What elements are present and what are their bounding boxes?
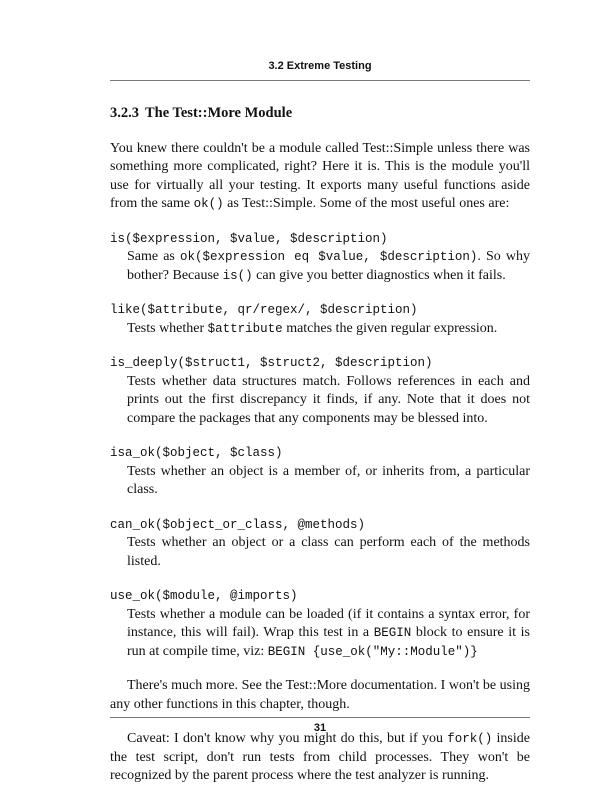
intro-paragraph <box>110 140 530 214</box>
caveat-text: Caveat: I don't know why you might do this, but if you <box>127 731 448 746</box>
desc-text: Tests whether an object is a member of, or inherits from, a particular class. <box>127 463 530 497</box>
desc-text: Tests whether data structures match. Follows references in each and prints out the first discrepancy it finds, if any. Note that it does not compare the packages that any components may be blessed into. <box>127 373 530 426</box>
section-title: The Test::More Module <box>145 105 293 121</box>
inline-code: BEGIN {use_ok("My::Module")} <box>267 644 478 659</box>
caveat-paragraph <box>110 730 530 786</box>
caveat-text: inside the test script, don't run tests from child processes. They won't be recognized by the parent process where the test analyzer is running. <box>110 731 530 783</box>
page-content <box>110 104 530 802</box>
function-description-like <box>127 320 530 339</box>
function-signature-use-ok: use_ok($module, @imports) <box>110 589 298 603</box>
closing-paragraph: There's much more. See the Test::More documentation. I won't be using any other functions in this chapter, though. <box>110 678 530 712</box>
desc-text: Tests whether an object or a class can perform each of the methods listed. <box>127 535 530 569</box>
page-number: 31 <box>313 722 327 734</box>
function-description-isa-ok <box>127 463 530 500</box>
section-number: 3.2.3 <box>110 105 139 121</box>
intro-text: You knew there couldn't be a module called Test::Simple unless there was something more complicated, right? Here it is. This is the module you'll use for virtually all your testing. It exports many useful functions aside from the same <box>110 140 530 211</box>
running-header: 3.2 Extreme Testing <box>268 60 372 72</box>
function-signature-isa-ok: isa_ok($object, $class) <box>110 446 283 460</box>
function-description-is-deeply <box>127 373 530 429</box>
inline-code: ok() <box>193 197 224 211</box>
function-signature-is: is($expression, $value, $description) <box>110 231 388 246</box>
footer-rule <box>110 717 530 718</box>
inline-code: ok($expression eq $value, $description) <box>179 250 478 264</box>
desc-text: matches the given regular expression. <box>282 320 498 336</box>
desc-text: Tests whether <box>127 320 208 336</box>
function-description-is <box>127 248 530 285</box>
desc-text: block to ensure it is run at compile time, viz: <box>127 625 530 659</box>
function-signature-like: like($attribute, qr/regex/, $description) <box>110 303 418 317</box>
function-description-can-ok <box>127 534 530 571</box>
function-signature-can-ok: can_ok($object_or_class, @methods) <box>110 517 366 532</box>
inline-code: fork() <box>447 732 493 746</box>
function-list <box>110 230 530 662</box>
function-signature-is-deeply: is_deeply($struct1, $struct2, $description) <box>110 356 433 370</box>
desc-text: Tests whether a module can be loaded (if it contains a syntax error, for instance, this will fail). Wrap this test in a <box>127 606 530 640</box>
inline-code: is() <box>222 268 253 283</box>
function-description-use-ok <box>127 606 530 662</box>
section-heading <box>110 104 530 123</box>
inline-code: $attribute <box>207 321 283 336</box>
inline-code: BEGIN <box>373 626 412 640</box>
desc-text: . So why bother? Because <box>127 249 530 283</box>
header-rule <box>110 80 530 81</box>
intro-text: as Test::Simple. Some of the most useful ones are: <box>223 196 510 211</box>
desc-text: can give you better diagnostics when it fails. <box>252 267 506 283</box>
desc-text: Same as <box>127 249 180 264</box>
